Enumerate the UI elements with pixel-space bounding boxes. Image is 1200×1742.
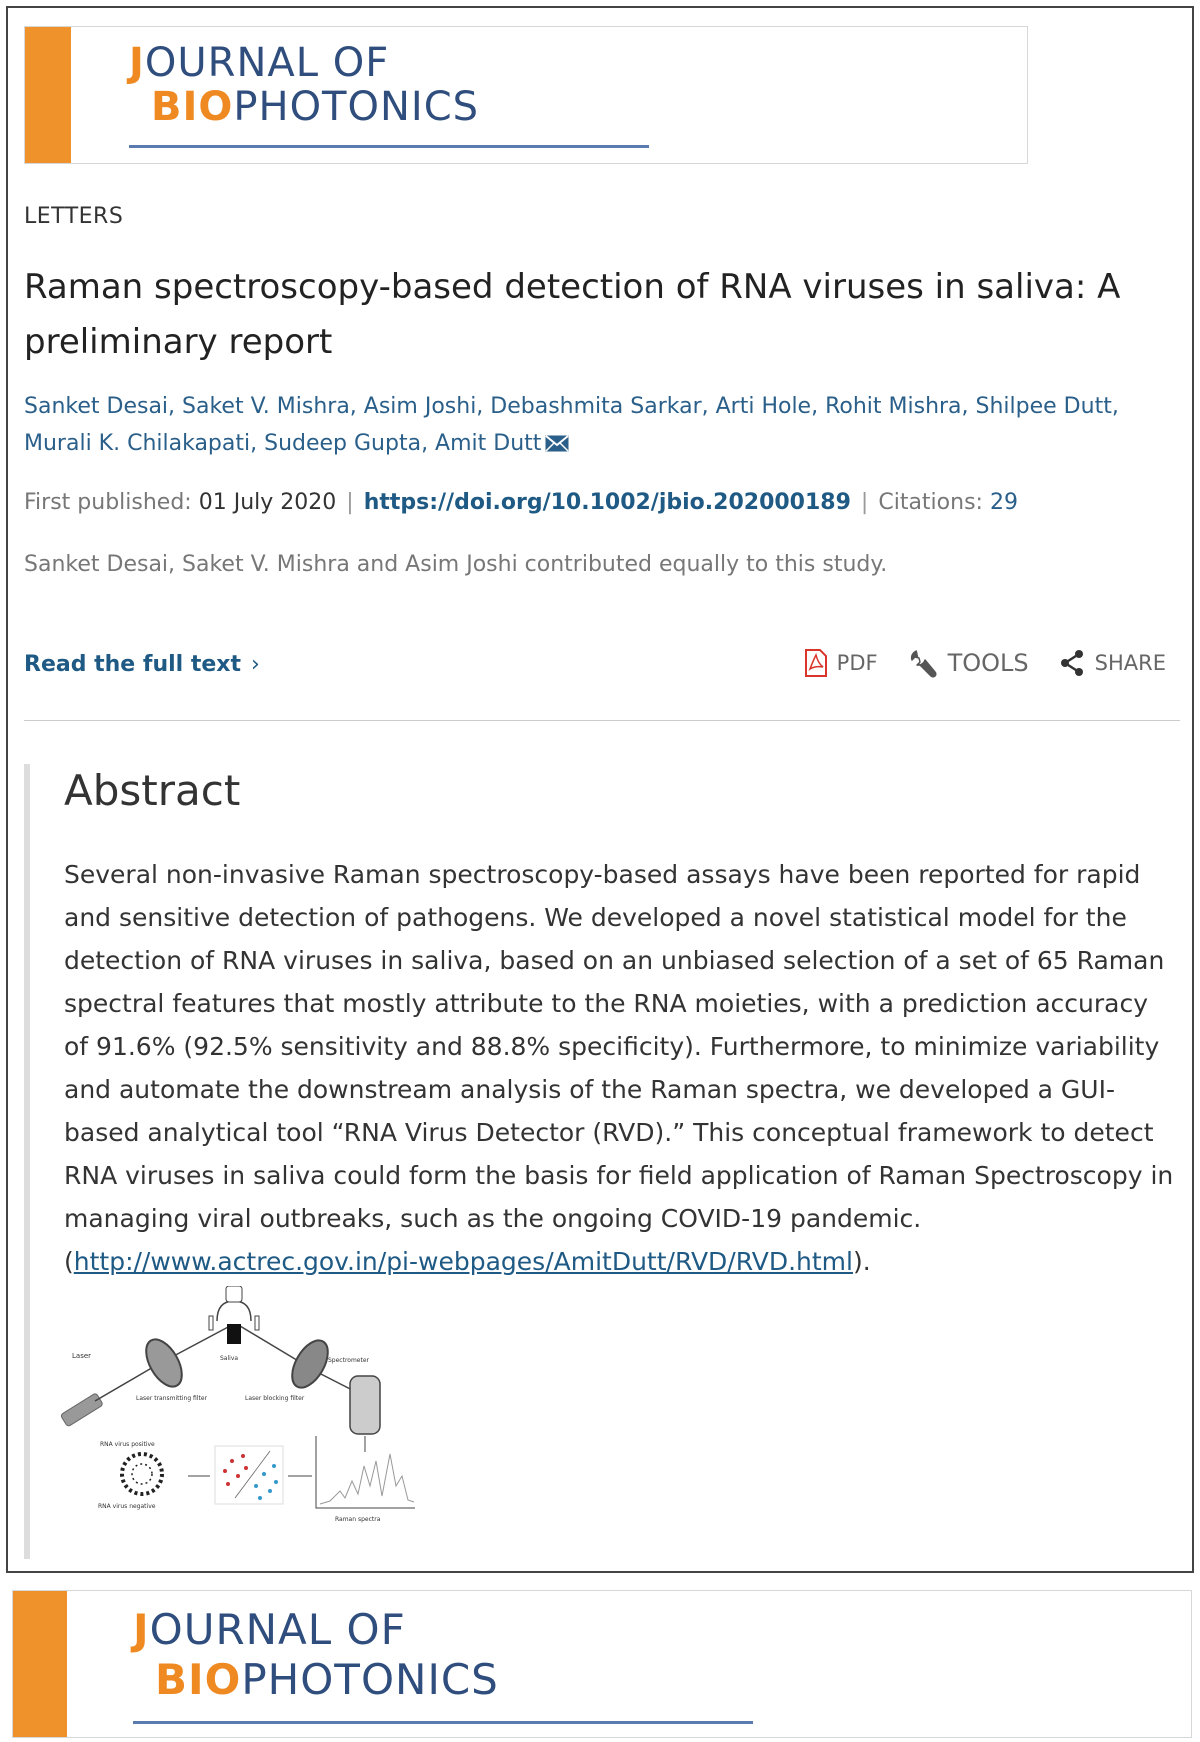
blue-point bbox=[272, 1464, 276, 1468]
logo-bio: BIO bbox=[155, 1655, 242, 1704]
authors-text[interactable]: Sanket Desai, Saket V. Mishra, Asim Joshi, Debashmita Sarkar, Arti Hole, Rohit Mishra, Shilpee Dutt, Murali K. Chilakapati, Sudeep Gupta, Amit Dutt bbox=[24, 394, 1119, 456]
transmitting-filter bbox=[139, 1333, 189, 1392]
journal-logo bbox=[129, 40, 480, 130]
red-point bbox=[236, 1474, 240, 1478]
pdf-button[interactable] bbox=[805, 649, 878, 677]
label-laser: Laser bbox=[72, 1352, 92, 1360]
virus-icon bbox=[122, 1454, 162, 1494]
logo-bio: BIO bbox=[151, 84, 234, 130]
citations-count[interactable]: 29 bbox=[989, 490, 1018, 515]
logo-line-1 bbox=[129, 40, 479, 86]
label-spectrometer: Spectrometer bbox=[328, 1357, 370, 1364]
abstract-link-close: ). bbox=[852, 1247, 871, 1276]
abstract-link-open: ( bbox=[64, 1247, 74, 1276]
red-point bbox=[244, 1466, 248, 1470]
author-list bbox=[24, 388, 1184, 462]
logo-initial: J bbox=[133, 1605, 150, 1654]
red-point bbox=[223, 1469, 227, 1473]
pubinfo-separator: | bbox=[860, 490, 869, 515]
read-full-text-link[interactable] bbox=[24, 652, 260, 677]
wrench-icon bbox=[908, 648, 938, 678]
journal-banner[interactable] bbox=[24, 26, 1028, 164]
logo-underline bbox=[133, 1721, 753, 1724]
tools-label: TOOLS bbox=[947, 649, 1029, 677]
cuvette-cap bbox=[217, 1301, 251, 1321]
blue-point bbox=[258, 1496, 262, 1500]
virus-core bbox=[132, 1464, 152, 1484]
abstract-text bbox=[64, 853, 1174, 1283]
classification-scatter bbox=[215, 1446, 283, 1504]
citations-label: Citations: bbox=[878, 490, 983, 515]
article-title: Raman spectroscopy-based detection of RNA viruses in saliva: A preliminary report bbox=[24, 267, 1121, 362]
blue-point bbox=[274, 1480, 278, 1484]
logo-initial: J bbox=[129, 40, 145, 86]
label-raman-spectra: Raman spectra bbox=[335, 1516, 381, 1523]
cuvette-holder-right bbox=[255, 1316, 259, 1330]
pubinfo-separator: | bbox=[346, 490, 354, 515]
mail-icon[interactable] bbox=[545, 435, 569, 452]
logo-underline bbox=[129, 145, 649, 148]
red-point bbox=[226, 1482, 230, 1486]
banner-stripe bbox=[13, 1591, 67, 1737]
pdf-icon bbox=[805, 649, 827, 677]
read-full-text-label: Read the full text bbox=[24, 652, 241, 677]
article-toolbar bbox=[805, 648, 1166, 678]
logo-line1-text: OURNAL OF bbox=[149, 1605, 406, 1654]
logo-line1-text: OURNAL OF bbox=[144, 40, 390, 86]
article-frame bbox=[6, 6, 1194, 1573]
label-rna-positive: RNA virus positive bbox=[100, 1441, 155, 1448]
logo-line-1 bbox=[133, 1605, 499, 1654]
blue-point bbox=[268, 1489, 272, 1493]
section-label: LETTERS bbox=[24, 204, 124, 229]
share-button[interactable] bbox=[1059, 649, 1166, 677]
red-point bbox=[241, 1454, 245, 1458]
cuvette-top bbox=[226, 1286, 242, 1302]
blocking-filter bbox=[285, 1334, 335, 1393]
section-divider bbox=[24, 720, 1180, 721]
saliva-sample bbox=[227, 1324, 241, 1344]
label-rna-negative: RNA virus negative bbox=[98, 1503, 156, 1510]
spectrometer bbox=[350, 1376, 380, 1434]
blue-point bbox=[262, 1472, 266, 1476]
abstract-side-bar bbox=[24, 764, 30, 1559]
first-published-date: 01 July 2020 bbox=[198, 490, 337, 515]
contribution-note: Sanket Desai, Saket V. Mishra and Asim Joshi contributed equally to this study. bbox=[24, 552, 888, 577]
abstract-body: Several non-invasive Raman spectroscopy-based assays have been reported for rapid and sensitive detection of pathogens. We developed a novel statistical model for the detection of RNA viruses in saliva, based on an unbiased selection of a set of 65 Raman spectral features that mostly attribute to the RNA moieties, with a prediction accuracy of 91.6% (92.5% sensitivity and 88.8% specificity). Furthermore, to minimize variability and automate the downstream analysis of the Raman spectra, we developed a GUI-based analytical tool “RNA Virus Detector (RVD).” This conceptual framework to detect RNA viruses in saliva could form the basis for field application of Raman Spectroscopy in managing viral outbreaks, such as the ongoing COVID-19 pandemic. bbox=[64, 860, 1174, 1233]
chevron-right-icon: › bbox=[251, 652, 260, 677]
red-point bbox=[230, 1459, 234, 1463]
raman-spectra-line bbox=[320, 1454, 414, 1504]
journal-logo bbox=[133, 1605, 499, 1704]
logo-line2-text: PHOTONICS bbox=[233, 84, 480, 130]
label-blocking-filter: Laser blocking filter bbox=[245, 1395, 305, 1402]
doi-link[interactable]: https://doi.org/10.1002/jbio.202000189 bbox=[363, 490, 851, 515]
logo-line-2 bbox=[151, 84, 480, 130]
share-icon bbox=[1059, 649, 1085, 677]
share-label: SHARE bbox=[1094, 651, 1166, 675]
label-saliva: Saliva bbox=[220, 1355, 239, 1362]
logo-line2-text: PHOTONICS bbox=[241, 1655, 499, 1704]
logo-line-2 bbox=[155, 1655, 499, 1704]
journal-banner-footer[interactable] bbox=[12, 1590, 1192, 1738]
banner-stripe bbox=[25, 27, 71, 163]
laser-device bbox=[60, 1393, 103, 1427]
label-transmitting-filter: Laser transmitting filter bbox=[136, 1395, 207, 1402]
first-published-label: First published: bbox=[24, 490, 192, 515]
blue-point bbox=[254, 1484, 258, 1488]
cuvette-holder-left bbox=[209, 1316, 213, 1330]
abstract-link[interactable]: http://www.actrec.gov.in/pi-webpages/AmitDutt/RVD/RVD.html bbox=[73, 1247, 853, 1276]
pdf-label: PDF bbox=[836, 651, 878, 675]
publication-info bbox=[24, 490, 1018, 515]
graphical-abstract-figure[interactable] bbox=[60, 1286, 465, 1533]
tools-button[interactable] bbox=[908, 648, 1029, 678]
abstract-heading: Abstract bbox=[64, 766, 241, 815]
